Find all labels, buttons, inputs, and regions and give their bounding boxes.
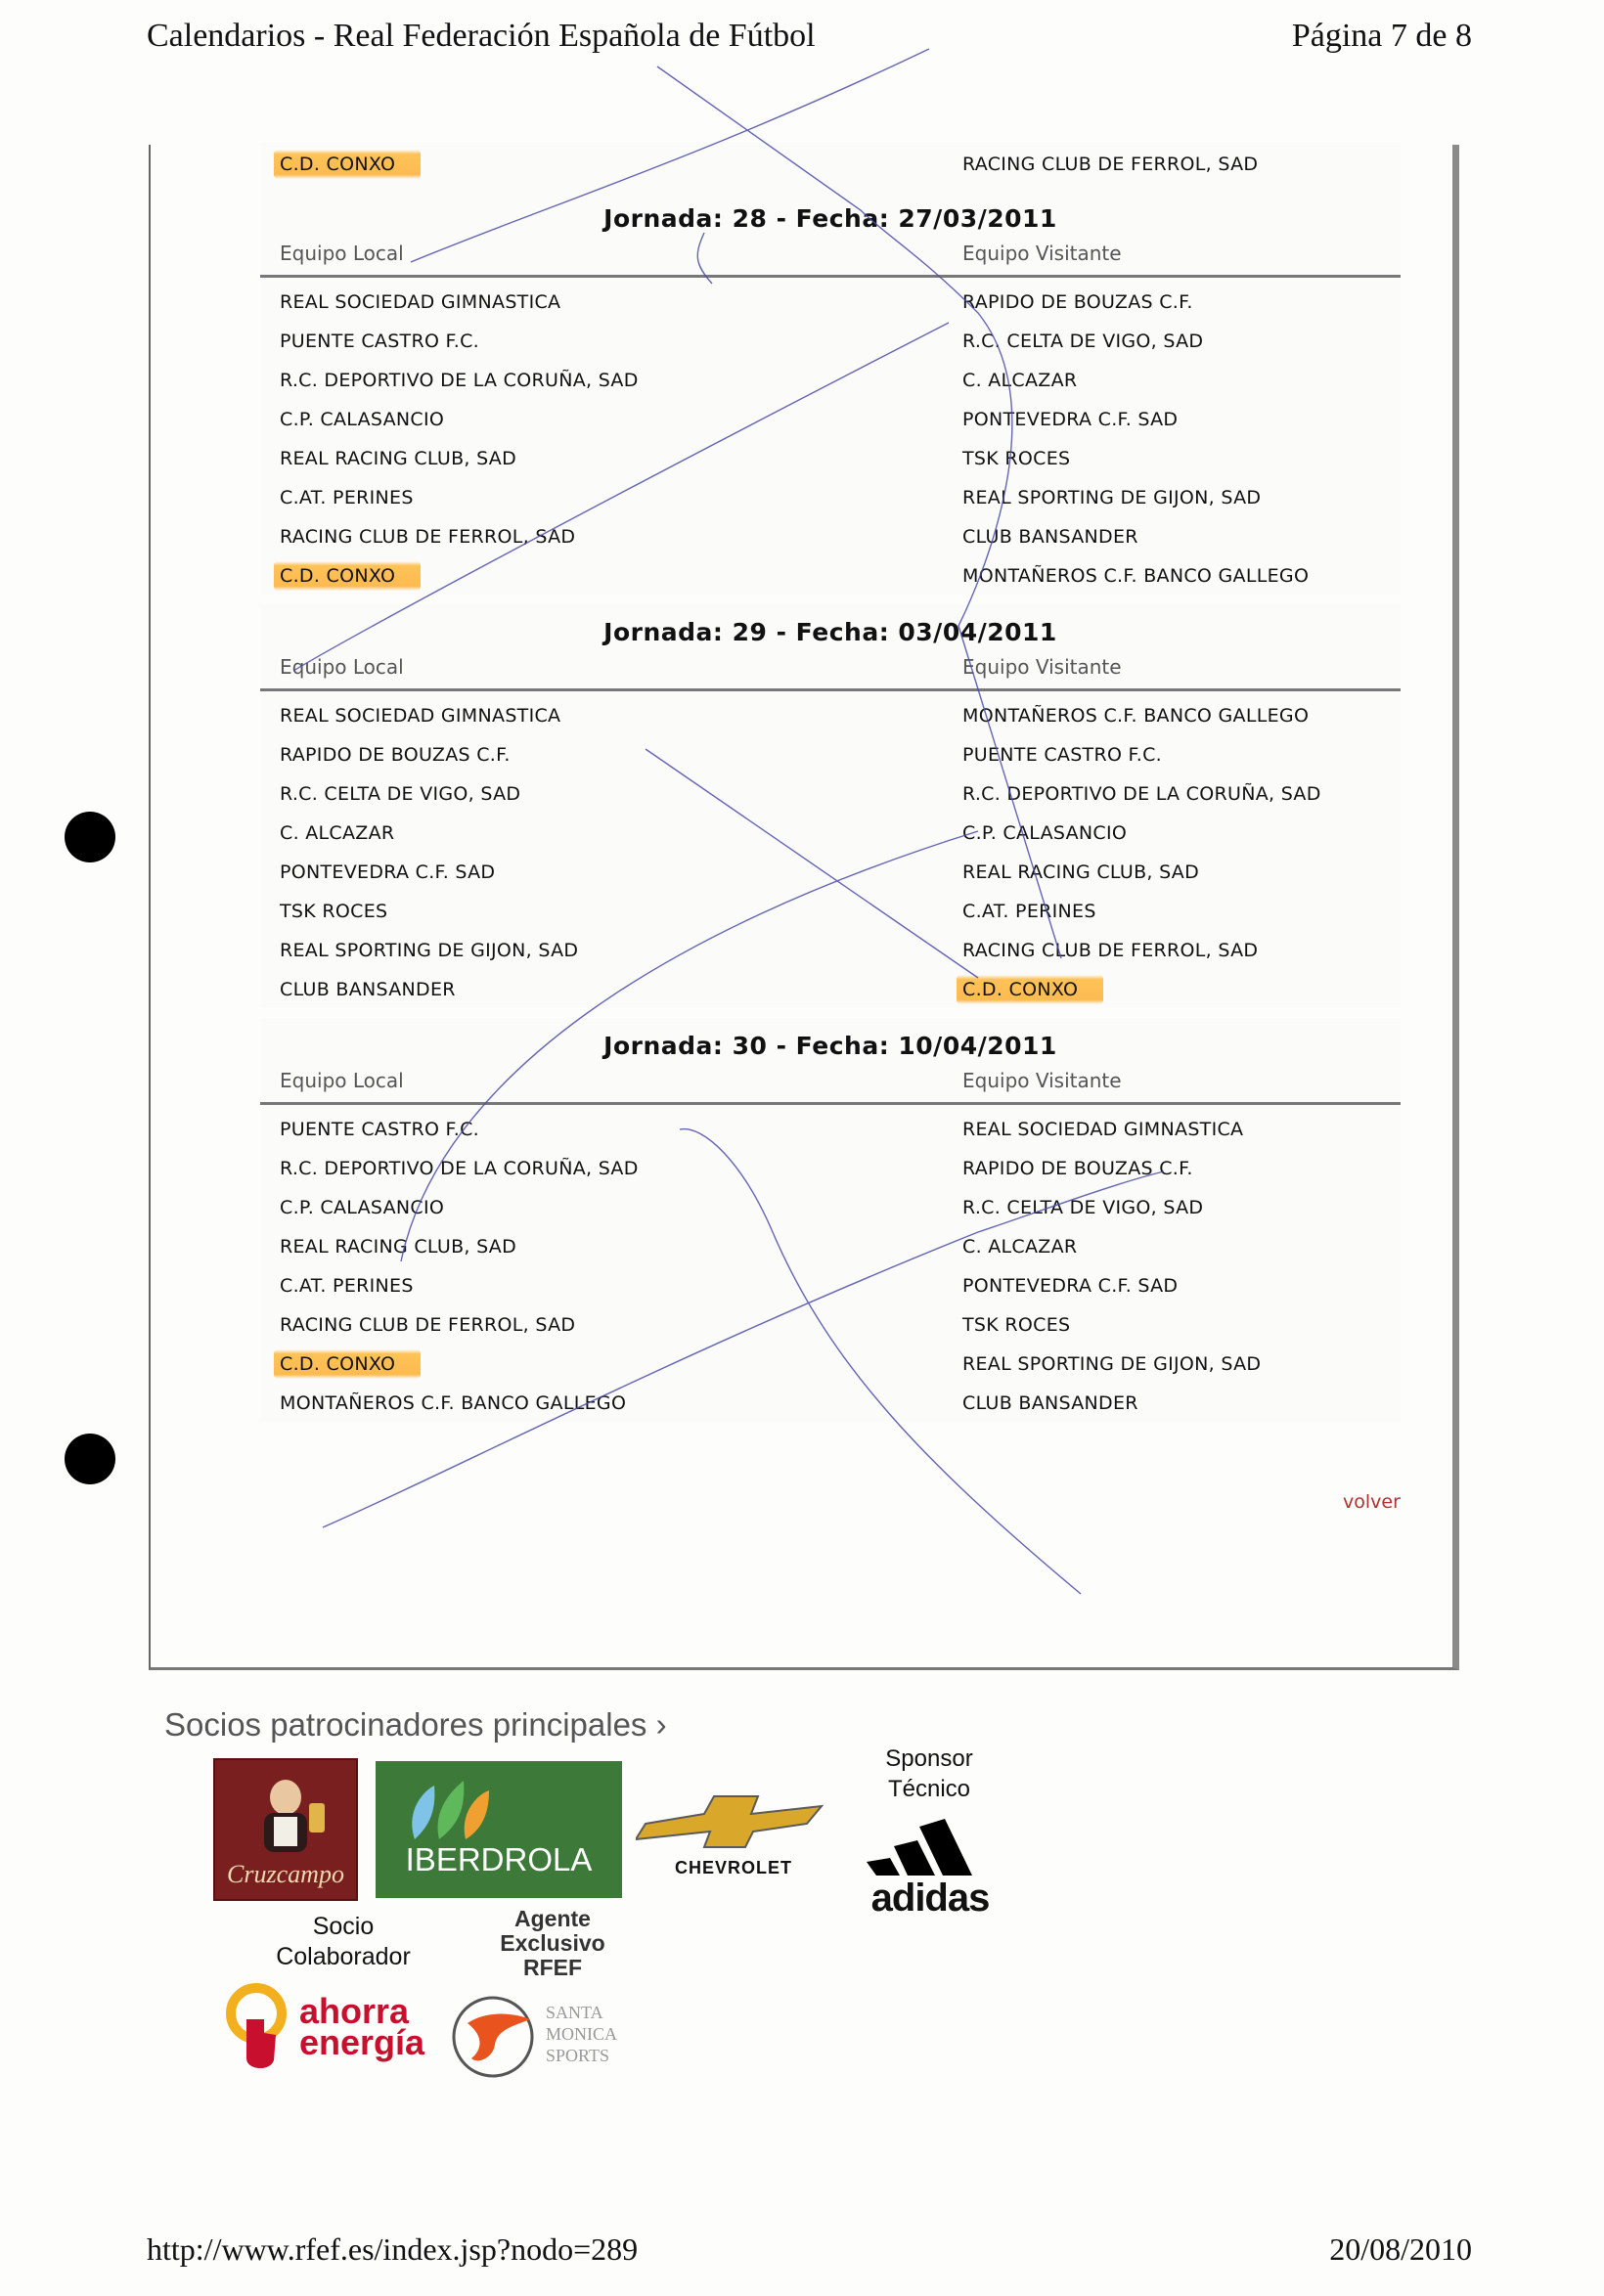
team-local: C.AT. PERINES bbox=[280, 1275, 414, 1297]
ahorra-line2: energía bbox=[299, 2022, 425, 2062]
team-local: REAL RACING CLUB, SAD bbox=[280, 448, 517, 469]
team-visitor: REAL SPORTING DE GIJON, SAD bbox=[962, 1353, 1262, 1375]
team-local: C.D. CONXO bbox=[274, 1349, 421, 1379]
print-date: 20/08/2010 bbox=[1329, 2231, 1472, 2267]
team-visitor: RACING CLUB DE FERROL, SAD bbox=[962, 940, 1259, 961]
column-header-row bbox=[260, 240, 1401, 278]
team-local: PUENTE CASTRO F.C. bbox=[280, 331, 479, 352]
match-row bbox=[260, 1383, 1401, 1422]
adidas-logo[interactable] bbox=[857, 1811, 1003, 1921]
sponsor-tecnico-label bbox=[861, 1744, 998, 1804]
adidas-name: adidas bbox=[870, 1877, 990, 1920]
team-local: RAPIDO DE BOUZAS C.F. bbox=[280, 744, 511, 766]
team-local: C.P. CALASANCIO bbox=[280, 409, 445, 430]
team-local: C.AT. PERINES bbox=[280, 487, 414, 508]
volver-link[interactable]: volver bbox=[1343, 1491, 1401, 1513]
team-local: REAL SOCIEDAD GIMNASTICA bbox=[280, 705, 561, 727]
round-block bbox=[260, 604, 1401, 1018]
schedule bbox=[260, 142, 1401, 1432]
santa-monica-swoosh-icon bbox=[448, 1990, 542, 2084]
agente-line1: Agente bbox=[514, 1906, 591, 1931]
round-block bbox=[260, 191, 1401, 604]
page-indicator: Página 7 de 8 bbox=[1291, 18, 1472, 54]
column-header-row bbox=[260, 1067, 1401, 1105]
match-row bbox=[260, 438, 1401, 477]
adidas-stripes-icon bbox=[857, 1811, 1003, 1879]
team-local: REAL RACING CLUB, SAD bbox=[280, 1236, 517, 1258]
team-local: REAL SPORTING DE GIJON, SAD bbox=[280, 940, 579, 961]
team-local: C.D. CONXO bbox=[274, 150, 421, 179]
team-local: PONTEVEDRA C.F. SAD bbox=[280, 861, 496, 883]
punch-hole-bottom bbox=[65, 1434, 115, 1484]
match-row bbox=[260, 891, 1401, 930]
column-header-local: Equipo Local bbox=[280, 1069, 404, 1092]
match-row-prev bbox=[260, 142, 1401, 191]
team-visitor: R.C. CELTA DE VIGO, SAD bbox=[962, 331, 1204, 352]
sponsors-title[interactable]: Socios patrocinadores principales › bbox=[164, 1706, 667, 1743]
team-local: C.P. CALASANCIO bbox=[280, 1197, 445, 1218]
agente-exclusivo-caption bbox=[479, 1907, 626, 1980]
chevrolet-name: CHEVROLET bbox=[674, 1858, 792, 1877]
match-row bbox=[260, 1109, 1401, 1148]
match-row bbox=[260, 399, 1401, 438]
team-visitor: C.D. CONXO bbox=[957, 975, 1103, 1004]
agente-line2: Exclusivo bbox=[500, 1930, 605, 1956]
sponsor-label-line2: Técnico bbox=[887, 1776, 971, 1802]
round-block bbox=[260, 1018, 1401, 1432]
cruzcampo-name: Cruzcampo bbox=[227, 1860, 344, 1888]
team-local: TSK ROCES bbox=[280, 901, 388, 922]
team-local: MONTAÑEROS C.F. BANCO GALLEGO bbox=[280, 1392, 627, 1414]
socio-colaborador-caption bbox=[260, 1912, 426, 1972]
team-visitor: TSK ROCES bbox=[962, 448, 1071, 469]
match-row bbox=[260, 1226, 1401, 1265]
round-title: Jornada: 30 - Fecha: 10/04/2011 bbox=[603, 1032, 1057, 1060]
document-title: Calendarios - Real Federación Española de Fútbol bbox=[147, 18, 816, 54]
match-row bbox=[260, 1304, 1401, 1344]
match-row bbox=[260, 555, 1401, 595]
team-local: R.C. DEPORTIVO DE LA CORUÑA, SAD bbox=[280, 1158, 639, 1179]
match-row bbox=[260, 477, 1401, 516]
santa-line1: SANTA bbox=[546, 2003, 603, 2022]
match-row bbox=[260, 852, 1401, 891]
team-visitor: REAL SOCIEDAD GIMNASTICA bbox=[962, 1119, 1244, 1140]
team-local: R.C. DEPORTIVO DE LA CORUÑA, SAD bbox=[280, 370, 639, 391]
team-visitor: PONTEVEDRA C.F. SAD bbox=[962, 409, 1179, 430]
team-visitor: C. ALCAZAR bbox=[962, 1236, 1078, 1258]
team-visitor: R.C. DEPORTIVO DE LA CORUÑA, SAD bbox=[962, 783, 1321, 805]
team-local: RACING CLUB DE FERROL, SAD bbox=[280, 526, 576, 548]
punch-hole-top bbox=[65, 812, 115, 862]
match-row bbox=[260, 1265, 1401, 1304]
team-visitor: REAL SPORTING DE GIJON, SAD bbox=[962, 487, 1262, 508]
team-visitor: CLUB BANSANDER bbox=[962, 1392, 1138, 1414]
round-title: Jornada: 28 - Fecha: 27/03/2011 bbox=[603, 204, 1057, 233]
ahorra-text bbox=[299, 1991, 425, 2062]
page-url: http://www.rfef.es/index.jsp?nodo=289 bbox=[147, 2231, 639, 2267]
team-local: REAL SOCIEDAD GIMNASTICA bbox=[280, 291, 561, 313]
team-visitor: TSK ROCES bbox=[962, 1314, 1071, 1336]
column-header-row bbox=[260, 653, 1401, 691]
iberdrola-leaves-icon bbox=[395, 1771, 512, 1849]
team-visitor: R.C. CELTA DE VIGO, SAD bbox=[962, 1197, 1204, 1218]
team-local: RACING CLUB DE FERROL, SAD bbox=[280, 1314, 576, 1336]
match-row bbox=[260, 813, 1401, 852]
team-visitor: RAPIDO DE BOUZAS C.F. bbox=[962, 291, 1193, 313]
cruzcampo-logo[interactable] bbox=[213, 1758, 358, 1901]
team-visitor: C.P. CALASANCIO bbox=[962, 822, 1128, 844]
socio-line1: Socio bbox=[312, 1913, 375, 1940]
team-visitor: C. ALCAZAR bbox=[962, 370, 1078, 391]
santa-monica-text bbox=[546, 2002, 617, 2066]
match-row bbox=[260, 1344, 1401, 1383]
chevrolet-bowtie-icon bbox=[636, 1785, 831, 1853]
column-header-visitor: Equipo Visitante bbox=[962, 655, 1122, 679]
team-visitor: PONTEVEDRA C.F. SAD bbox=[962, 1275, 1179, 1297]
ahorra-hand-icon bbox=[225, 1980, 293, 2078]
santa-line2: MONICA bbox=[546, 2024, 618, 2044]
team-visitor: MONTAÑEROS C.F. BANCO GALLEGO bbox=[962, 565, 1310, 587]
match-row bbox=[260, 1148, 1401, 1187]
santa-monica-logo[interactable] bbox=[448, 1990, 644, 2084]
santa-line3: SPORTS bbox=[546, 2046, 609, 2065]
team-visitor: RAPIDO DE BOUZAS C.F. bbox=[962, 1158, 1193, 1179]
team-local: C.D. CONXO bbox=[274, 561, 421, 591]
column-header-visitor: Equipo Visitante bbox=[962, 1069, 1122, 1092]
ahorra-line1: ahorra bbox=[299, 1991, 410, 2031]
match-row bbox=[260, 969, 1401, 1008]
match-row bbox=[260, 282, 1401, 321]
match-row bbox=[260, 516, 1401, 555]
team-visitor: RACING CLUB DE FERROL, SAD bbox=[962, 154, 1259, 175]
column-header-visitor: Equipo Visitante bbox=[962, 242, 1122, 265]
match-row bbox=[260, 695, 1401, 734]
round-title: Jornada: 29 - Fecha: 03/04/2011 bbox=[603, 618, 1057, 646]
match-row bbox=[260, 930, 1401, 969]
match-row bbox=[260, 1187, 1401, 1226]
match-row bbox=[260, 321, 1401, 360]
match-row bbox=[260, 360, 1401, 399]
team-local: CLUB BANSANDER bbox=[280, 979, 456, 1000]
iberdrola-logo[interactable] bbox=[376, 1761, 622, 1898]
cruzcampo-figure-icon bbox=[215, 1768, 356, 1856]
agente-line3: RFEF bbox=[522, 1955, 583, 1980]
print-header bbox=[147, 18, 1472, 61]
sponsor-label-line1: Sponsor bbox=[885, 1745, 973, 1772]
team-visitor: C.AT. PERINES bbox=[962, 901, 1096, 922]
team-visitor: PUENTE CASTRO F.C. bbox=[962, 744, 1162, 766]
team-local: PUENTE CASTRO F.C. bbox=[280, 1119, 479, 1140]
print-footer bbox=[147, 2231, 1472, 2274]
socio-line2: Colaborador bbox=[276, 1943, 411, 1970]
column-header-local: Equipo Local bbox=[280, 655, 404, 679]
match-row bbox=[260, 734, 1401, 773]
team-local: C. ALCAZAR bbox=[280, 822, 395, 844]
column-header-local: Equipo Local bbox=[280, 242, 404, 265]
ahorra-energia-logo[interactable] bbox=[225, 1980, 430, 2078]
team-local: R.C. CELTA DE VIGO, SAD bbox=[280, 783, 521, 805]
team-visitor: REAL RACING CLUB, SAD bbox=[962, 861, 1200, 883]
match-row bbox=[260, 773, 1401, 813]
team-visitor: CLUB BANSANDER bbox=[962, 526, 1138, 548]
iberdrola-name: IBERDROLA bbox=[405, 1841, 593, 1877]
chevrolet-logo[interactable] bbox=[636, 1785, 831, 1882]
team-visitor: MONTAÑEROS C.F. BANCO GALLEGO bbox=[962, 705, 1310, 727]
